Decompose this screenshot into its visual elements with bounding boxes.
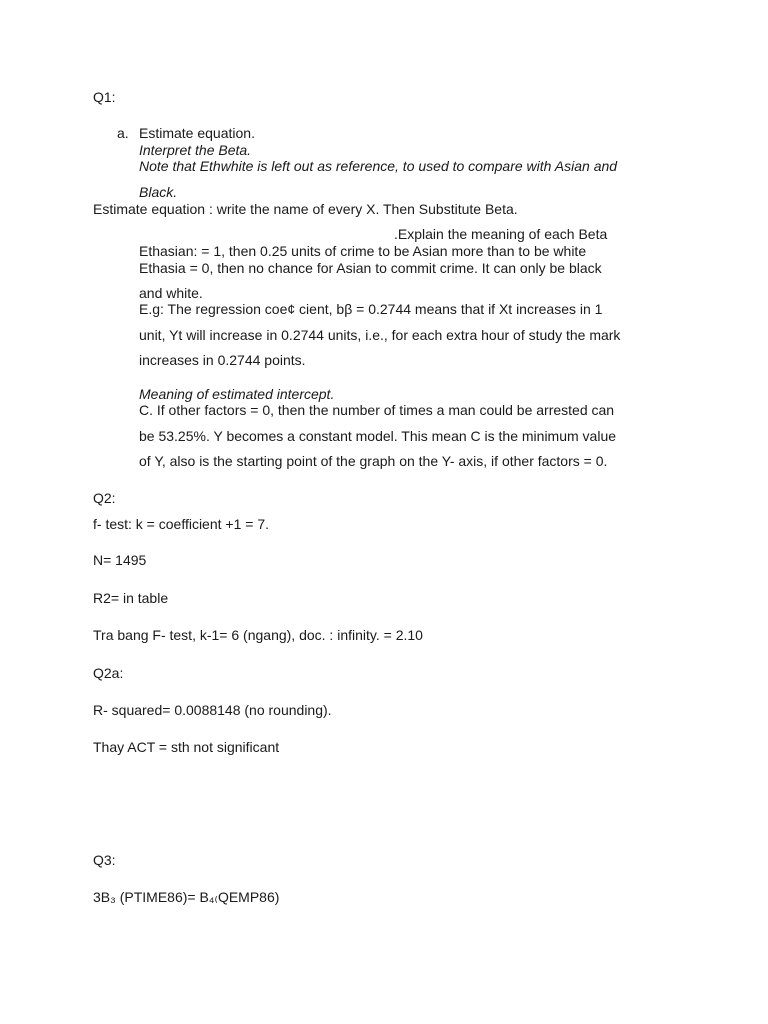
q3-equation: 3B₃ (PTIME86)= B₄₍QEMP86) xyxy=(93,889,280,905)
r-squared-line: R- squared= 0.0088148 (no rounding). xyxy=(93,702,332,718)
intercept-line3: of Y, also is the starting point of the graph on the Y- axis, if other factors = 0. xyxy=(139,453,608,469)
estimate-instruction: Estimate equation : write the name of every X. Then Substitute Beta. xyxy=(93,201,518,217)
item-a-text: Estimate equation. xyxy=(139,125,255,141)
q2a-heading: Q2a: xyxy=(93,665,124,681)
example-line2: unit, Yt will increase in 0.2744 units, i.e., for each extra hour of study the mark xyxy=(139,327,621,343)
f-test-line: f- test: k = coefficient +1 = 7. xyxy=(93,516,270,532)
ethasia-line2: and white. xyxy=(139,285,203,301)
intercept-line2: be 53.25%. Y becomes a constant model. This mean C is the minimum value xyxy=(139,428,617,444)
tra-bang-line: Tra bang F- test, k-1= 6 (ngang), doc. : infinity. = 2.10 xyxy=(93,627,423,643)
q2-heading: Q2: xyxy=(93,490,116,506)
example-line3: increases in 0.2744 points. xyxy=(139,352,306,368)
q1-heading: Q1: xyxy=(93,89,116,105)
n-value: N= 1495 xyxy=(93,552,147,568)
reference-note-line1: Note that Ethwhite is left out as reference, to used to compare with Asian and xyxy=(139,158,618,174)
reference-note-line2: Black. xyxy=(139,184,178,200)
thay-act-line: Thay ACT = sth not significant xyxy=(93,739,280,755)
intercept-line1: C. If other factors = 0, then the number of times a man could be arrested can xyxy=(139,402,615,418)
ethasian-line: Ethasian: = 1, then 0.25 units of crime to be Asian more than to be white xyxy=(139,243,587,259)
explain-meaning: .Explain the meaning of each Beta xyxy=(394,226,608,242)
interpret-beta-note: Interpret the Beta. xyxy=(139,142,252,158)
r2-line: R2= in table xyxy=(93,590,169,606)
list-marker-a: a. xyxy=(117,125,129,141)
ethasia-line1: Ethasia = 0, then no chance for Asian to commit crime. It can only be black xyxy=(139,260,602,276)
example-line1: E.g: The regression coe¢ cient, bβ = 0.2744 means that if Xt increases in 1 xyxy=(139,301,603,317)
intercept-heading: Meaning of estimated intercept. xyxy=(139,386,335,402)
q3-heading: Q3: xyxy=(93,852,116,868)
